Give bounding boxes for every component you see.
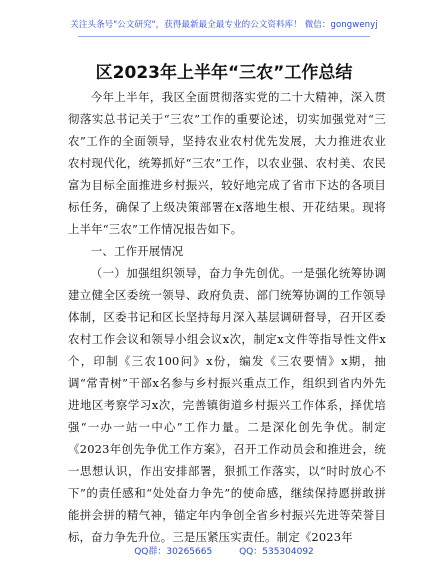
body-paragraph: （一）加强组织领导，奋力争先创优。一是强化统筹协调建立健全区委统一领导、政府负责、部门统筹协调的工作领导体制，区委书记和区长坚持每月深入基层调研督导，召开区委农村工作会议和领导小组会议x次，制定x文件等指导性文件x个，印制《三农100问》x份，编发《三农要情》x期，抽调“常青树”干部x名参与乡村振兴重点工作，组织到省内外先进地区考察学习x次，完善镇街道乡村振兴工作体系，择优培强“一办一站一中心”工作力量。二是深化创先争优。制定《2023年创先争优工作方案》，召开工作动员会和推进会，统一思想认识，作出安排部署，狠抓工作落实，以“时时放心不下”的责任感和“处处奋力争先”的使命感，继续保持愿拼敢拼能拼会拼的精气神，锚定年内争创全省乡村振兴先进等荣誉目标，奋力争先升位。三是压紧压实责任。制定《2023年 xyxy=(68,266,386,544)
section-heading: 一、工作开展情况 xyxy=(90,244,184,258)
document-body xyxy=(68,86,386,548)
header-divider xyxy=(78,36,370,37)
footer-qq-group: QQ群：30265665 xyxy=(134,547,213,557)
footer-qq: QQ：535304092 xyxy=(239,547,314,557)
header-promo-note: 关注头条号"公文研究"，获得最新最全最专业的公文资料库！ 微信：gongwenyj xyxy=(70,20,378,30)
intro-paragraph: 今年上半年，我区全面贯彻落实党的二十大精神，深入贯彻落实总书记关于“三农”工作的重要论述，切实加强党对“三农”工作的全面领导，坚持农业农村优先发展，大力推进农业农村现代化，统筹抓好“三农”工作，以农业强、农村美、农民富为目标全面推进乡村振兴，较好地完成了省市下达的各项目标任务，确保了上级决策部署在x落地生根、开花结果。现将上半年“三农”工作情况报告如下。 xyxy=(68,90,386,236)
document-title: 区2023年上半年“三农”工作总结 xyxy=(95,63,353,83)
footer-contact xyxy=(0,544,448,557)
